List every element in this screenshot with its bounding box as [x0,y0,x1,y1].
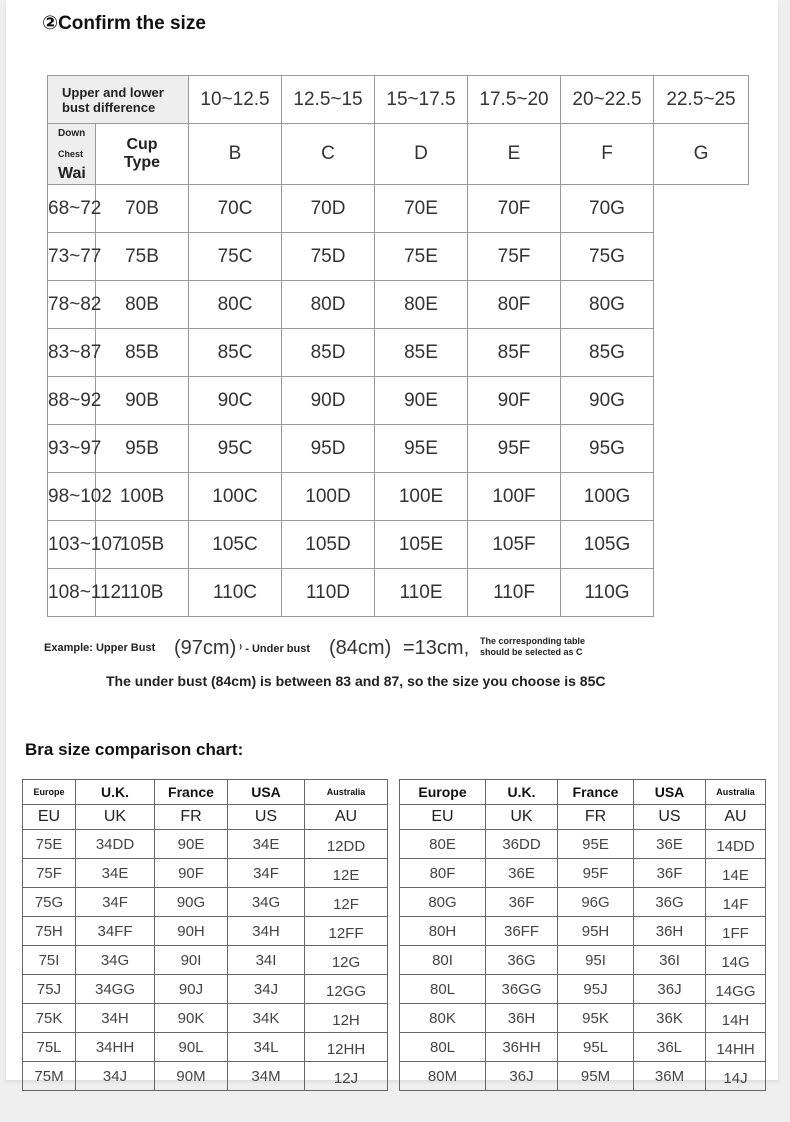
comparison-cell: 12DD [305,830,388,859]
difference-cell: 15~17.5 [375,76,468,124]
bra-size-cell: 110D [282,569,375,617]
country-header-cell: U.K. [76,780,155,805]
size-row [48,377,749,425]
example-upper-value: (97cm) [174,637,237,659]
comparison-cell: 14J [706,1062,766,1091]
bra-size-cell: 75D [282,233,375,281]
comparison-cell: 80K [400,1004,486,1033]
under-bust-range-cell: 103~107 [48,521,96,569]
comparison-cell: 36I [634,946,706,975]
example-prefix: Example: Upper Bust [44,642,156,654]
comparison-cell: 14G [706,946,766,975]
bra-size-cell: 105F [468,521,561,569]
comparison-cell: 34E [228,830,305,859]
comparison-cell: 34H [228,917,305,946]
comparison-row [23,1004,388,1033]
down-chest-label-line1: Down [58,128,86,139]
comparison-cell: 36DD [486,830,558,859]
cup-type-label-line1: Cup [126,136,158,153]
difference-cell: 12.5~15 [282,76,375,124]
bra-size-cell: 85G [561,329,654,377]
cup-cell: B [189,124,282,185]
comparison-cell: 80H [400,917,486,946]
country-code-cell: AU [706,805,766,830]
comparison-row [23,946,388,975]
comparison-cell: 90F [155,859,228,888]
example-line [44,636,744,666]
comparison-cell: 36G [634,888,706,917]
bra-size-cell: 85D [282,329,375,377]
comparison-cell: 90H [155,917,228,946]
comparison-row [23,888,388,917]
comparison-cell: 95F [558,859,634,888]
country-header-cell: France [155,780,228,805]
bust-difference-label-line2: bust difference [62,99,156,115]
comparison-cell: 14H [706,1004,766,1033]
down-chest-label [48,124,96,185]
comparison-cell: 36F [486,888,558,917]
bra-size-cell: 80G [561,281,654,329]
size-row [48,425,749,473]
comparison-cell: 36M [634,1062,706,1091]
comparison-cell: 34H [76,1004,155,1033]
under-bust-range-cell: 73~77 [48,233,96,281]
bra-size-cell: 70F [468,185,561,233]
comparison-cell: 95E [558,830,634,859]
size-row [48,185,749,233]
size-row [48,329,749,377]
cup-type-label [96,124,189,185]
bra-size-cell: 85B [96,329,189,377]
comparison-cell: 34DD [76,830,155,859]
bra-size-cell: 95F [468,425,561,473]
comparison-cell: 95H [558,917,634,946]
comparison-cell: 34G [76,946,155,975]
comparison-cell: 80F [400,859,486,888]
comparison-cell: 34E [76,859,155,888]
comparison-cell: 34J [76,1062,155,1091]
cup-cell: F [561,124,654,185]
country-header-row [23,780,388,805]
bust-difference-label-line1: Upper and lower [62,84,164,100]
down-chest-label-line2: Chest [58,149,84,159]
bra-size-cell: 95C [189,425,282,473]
comparison-cell: 34F [228,859,305,888]
under-bust-range-cell: 93~97 [48,425,96,473]
comparison-cell: 75M [23,1062,76,1091]
bra-size-cell: 110F [468,569,561,617]
country-code-cell: AU [305,805,388,830]
down-chest-label-line3: Wai [58,165,86,182]
country-code-cell: EU [23,805,76,830]
bra-size-cell: 70D [282,185,375,233]
under-bust-range-cell: 88~92 [48,377,96,425]
comparison-cell: 75H [23,917,76,946]
comparison-cell: 36FF [486,917,558,946]
comparison-cell: 34M [228,1062,305,1091]
comparison-cell: 36K [634,1004,706,1033]
comparison-row [23,975,388,1004]
bra-size-cell: 75G [561,233,654,281]
bra-size-cell: 75C [189,233,282,281]
comparison-cell: 14E [706,859,766,888]
comparison-cell: 80M [400,1062,486,1091]
comparison-row [400,946,766,975]
size-row [48,569,749,617]
size-rows [48,185,749,617]
comparison-cell: 80L [400,1033,486,1062]
bra-size-cell: 105C [189,521,282,569]
bra-size-cell: 110G [561,569,654,617]
comparison-cell: 36H [634,917,706,946]
comparison-cell: 36L [634,1033,706,1062]
under-bust-range-cell: 78~82 [48,281,96,329]
under-bust-range-cell: 68~72 [48,185,96,233]
comparison-cell: 80E [400,830,486,859]
comparison-cell: 90E [155,830,228,859]
comparison-row [23,859,388,888]
example-result: =13cm, [403,637,470,659]
comparison-cell: 95L [558,1033,634,1062]
comparison-cell: 12F [305,888,388,917]
bra-size-cell: 90D [282,377,375,425]
comparison-cell: 90G [155,888,228,917]
comparison-cell: 36E [634,830,706,859]
bra-size-cell: 110C [189,569,282,617]
country-header-cell: France [558,780,634,805]
country-header-cell: Europe [400,780,486,805]
comparison-cell: 14HH [706,1033,766,1062]
comparison-cell: 34I [228,946,305,975]
bra-size-cell: 100E [375,473,468,521]
bra-size-cell: 90C [189,377,282,425]
comparison-row [400,888,766,917]
comparison-cell: 34G [228,888,305,917]
bra-size-cell: 70E [375,185,468,233]
country-header-cell: Australia [305,780,388,805]
country-code-row [400,805,766,830]
bra-size-cell: 105D [282,521,375,569]
country-header-cell: USA [634,780,706,805]
cup-cell: E [468,124,561,185]
comparison-row [400,1033,766,1062]
bra-size-cell: 105G [561,521,654,569]
comparison-cell: 12G [305,946,388,975]
example-under-value: (84cm) [329,637,392,659]
comparison-cell: 36J [486,1062,558,1091]
bra-size-cell: 90F [468,377,561,425]
comparison-cell: 14DD [706,830,766,859]
comparison-cell: 12H [305,1004,388,1033]
comparison-cell: 12E [305,859,388,888]
size-row [48,233,749,281]
bra-size-cell: 100B [96,473,189,521]
comparison-cell: 90K [155,1004,228,1033]
size-row [48,473,749,521]
size-row [48,281,749,329]
difference-cell: 22.5~25 [654,76,749,124]
bra-size-cell: 80E [375,281,468,329]
comparison-cell: 34F [76,888,155,917]
bra-size-cell: 75B [96,233,189,281]
comparison-row [23,1062,388,1091]
cup-type-label-line2: Type [123,154,161,171]
comparison-row [23,917,388,946]
under-bust-range-cell: 108~112 [48,569,96,617]
country-code-cell: FR [558,805,634,830]
bra-size-cell: 100D [282,473,375,521]
difference-cell: 17.5~20 [468,76,561,124]
cup-cell: C [282,124,375,185]
comparison-row [400,975,766,1004]
bra-size-cell: 80B [96,281,189,329]
comparison-cell: 90L [155,1033,228,1062]
bra-size-cell: 85E [375,329,468,377]
comparison-cell: 34GG [76,975,155,1004]
comparison-cell: 75F [23,859,76,888]
bra-size-cell: 100C [189,473,282,521]
comparison-cell: 90M [155,1062,228,1091]
comparison-cell: 75L [23,1033,76,1062]
country-header-cell: Australia [706,780,766,805]
comparison-cell: 90I [155,946,228,975]
section-title: ②Confirm the size [42,13,206,34]
comparison-table-left [22,779,388,1091]
size-row [48,521,749,569]
bra-size-cell: 75E [375,233,468,281]
bra-size-cell: 110B [96,569,189,617]
comparison-cell: 75K [23,1004,76,1033]
bra-size-cell: 80F [468,281,561,329]
comparison-cell: 95M [558,1062,634,1091]
example-note [480,636,585,658]
example-note-line2: should be selected as C [480,647,583,657]
bra-size-cell: 90E [375,377,468,425]
comparison-row [400,1004,766,1033]
cup-cell: D [375,124,468,185]
comparison-cell: 34J [228,975,305,1004]
country-code-cell: EU [400,805,486,830]
comparison-cell: 95I [558,946,634,975]
comparison-row [400,917,766,946]
comparison-cell: 90J [155,975,228,1004]
comparison-row [400,859,766,888]
example-note-line1: The corresponding table [480,636,586,646]
comparison-cell: 12J [305,1062,388,1091]
country-code-cell: US [634,805,706,830]
conclusion-text: The under bust (84cm) is between 83 and 87, so the size you choose is 85C [106,673,606,689]
under-bust-range-cell: 98~102 [48,473,96,521]
bra-size-cell: 95G [561,425,654,473]
comparison-row [400,830,766,859]
comparison-cell: 75E [23,830,76,859]
bra-size-cell: 105B [96,521,189,569]
bra-size-cell: 80D [282,281,375,329]
comparison-cell: 36E [486,859,558,888]
bra-size-cell: 100G [561,473,654,521]
example-mid: ⁾ - Under bust [239,643,311,655]
bra-size-cell: 75F [468,233,561,281]
under-bust-range-cell: 83~87 [48,329,96,377]
comparison-cell: 36H [486,1004,558,1033]
comparison-cell: 34HH [76,1033,155,1062]
bra-size-cell: 105E [375,521,468,569]
comparison-cell: 95K [558,1004,634,1033]
comparison-row [23,1033,388,1062]
bra-size-cell: 80C [189,281,282,329]
comparison-row [400,1062,766,1091]
bra-size-cell: 90B [96,377,189,425]
country-header-cell: U.K. [486,780,558,805]
comparison-cell: 34FF [76,917,155,946]
bra-size-cell: 95B [96,425,189,473]
comparison-cell: 14F [706,888,766,917]
comparison-cell: 14GG [706,975,766,1004]
bra-size-cell: 90G [561,377,654,425]
comparison-cell: 12HH [305,1033,388,1062]
bra-size-cell: 85F [468,329,561,377]
country-code-cell: UK [486,805,558,830]
size-table [47,75,749,617]
comparison-cell: 80L [400,975,486,1004]
difference-cell: 20~22.5 [561,76,654,124]
comparison-row [23,830,388,859]
bra-size-cell: 85C [189,329,282,377]
comparison-cell: 75G [23,888,76,917]
country-code-row [23,805,388,830]
bra-size-cell: 70G [561,185,654,233]
difference-cell: 10~12.5 [189,76,282,124]
comparison-cell: 36J [634,975,706,1004]
bra-size-cell: 100F [468,473,561,521]
comparison-cell: 75I [23,946,76,975]
comparison-table-right [399,779,766,1091]
comparison-cell: 36GG [486,975,558,1004]
cup-cell: G [654,124,749,185]
country-header-row [400,780,766,805]
comparison-cell: 12FF [305,917,388,946]
country-header-cell: Europe [23,780,76,805]
difference-header-row [48,76,749,124]
comparison-cell: 36G [486,946,558,975]
cup-type-row [48,124,749,185]
country-code-cell: FR [155,805,228,830]
bra-size-cell: 95E [375,425,468,473]
comparison-title: Bra size comparison chart: [25,740,244,759]
bra-size-cell: 70B [96,185,189,233]
comparison-cell: 34K [228,1004,305,1033]
bra-size-cell: 95D [282,425,375,473]
comparison-cell: 36F [634,859,706,888]
comparison-cell: 1FF [706,917,766,946]
comparison-cell: 95J [558,975,634,1004]
bra-size-cell: 70C [189,185,282,233]
country-header-cell: USA [228,780,305,805]
bra-size-cell: 110E [375,569,468,617]
country-code-cell: UK [76,805,155,830]
bust-difference-label [48,76,189,124]
comparison-cell: 75J [23,975,76,1004]
comparison-cell: 12GG [305,975,388,1004]
comparison-cell: 80I [400,946,486,975]
comparison-cell: 80G [400,888,486,917]
comparison-cell: 34L [228,1033,305,1062]
comparison-cell: 36HH [486,1033,558,1062]
comparison-cell: 96G [558,888,634,917]
country-code-cell: US [228,805,305,830]
